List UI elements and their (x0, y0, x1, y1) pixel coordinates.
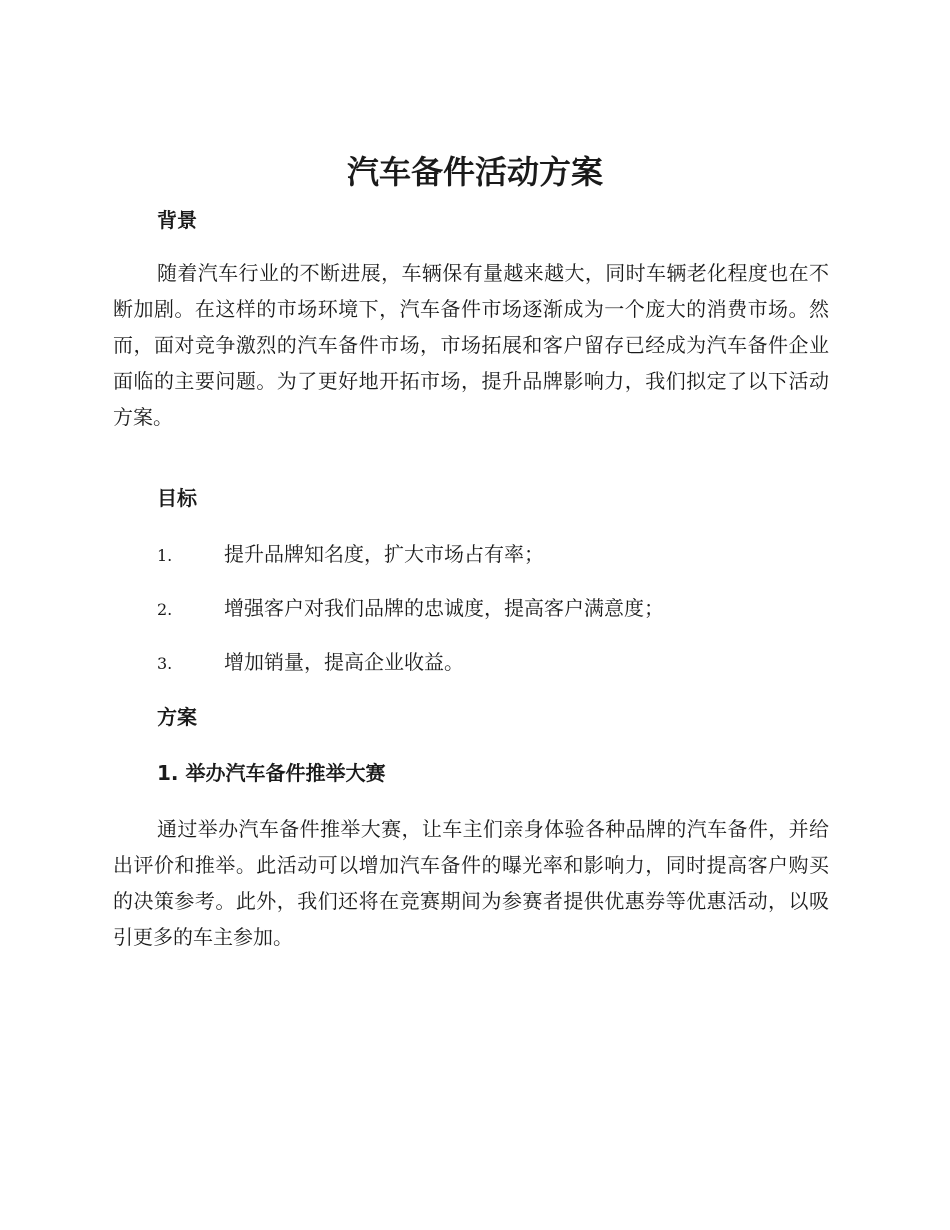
section-heading-plan: 方案 (157, 705, 197, 729)
goal-list-item (157, 540, 837, 570)
plan-subheading: 1. 举办汽车备件推举大赛 (157, 761, 386, 785)
background-paragraph: 随着汽车行业的不断进展，车辆保有量越来越大，同时车辆老化程度也在不断加剧。在这样的市场环境下，汽车备件市场逐渐成为一个庞大的消费市场。然而，面对竞争激烈的汽车备件市场，市场拓展和客户留存已经成为汽车备件企业面临的主要问题。为了更好地开拓市场，提升品牌影响力，我们拟定了以下活动方案。 (113, 261, 829, 429)
goal-list-item (157, 648, 837, 678)
list-text: 提升品牌知名度，扩大市场占有率； (224, 542, 544, 566)
document-title: 汽车备件活动方案 (346, 153, 603, 191)
section-heading-background: 背景 (157, 208, 197, 232)
list-number: 1. (157, 546, 173, 565)
plan-paragraph: 通过举办汽车备件推举大赛，让车主们亲身体验各种品牌的汽车备件，并给出评价和推举。此活动可以增加汽车备件的曝光率和影响力，同时提高客户购买的决策参考。此外，我们还将在竞赛期间为参赛者提供优惠券等优惠活动，以吸引更多的车主参加。 (113, 817, 829, 949)
list-number: 2. (157, 600, 173, 619)
list-number: 3. (157, 654, 173, 673)
list-text: 增强客户对我们品牌的忠诚度，提高客户满意度； (224, 596, 664, 620)
list-text: 增加销量，提高企业收益。 (224, 650, 464, 674)
goal-list-item (157, 594, 837, 624)
section-heading-goals: 目标 (157, 486, 197, 510)
